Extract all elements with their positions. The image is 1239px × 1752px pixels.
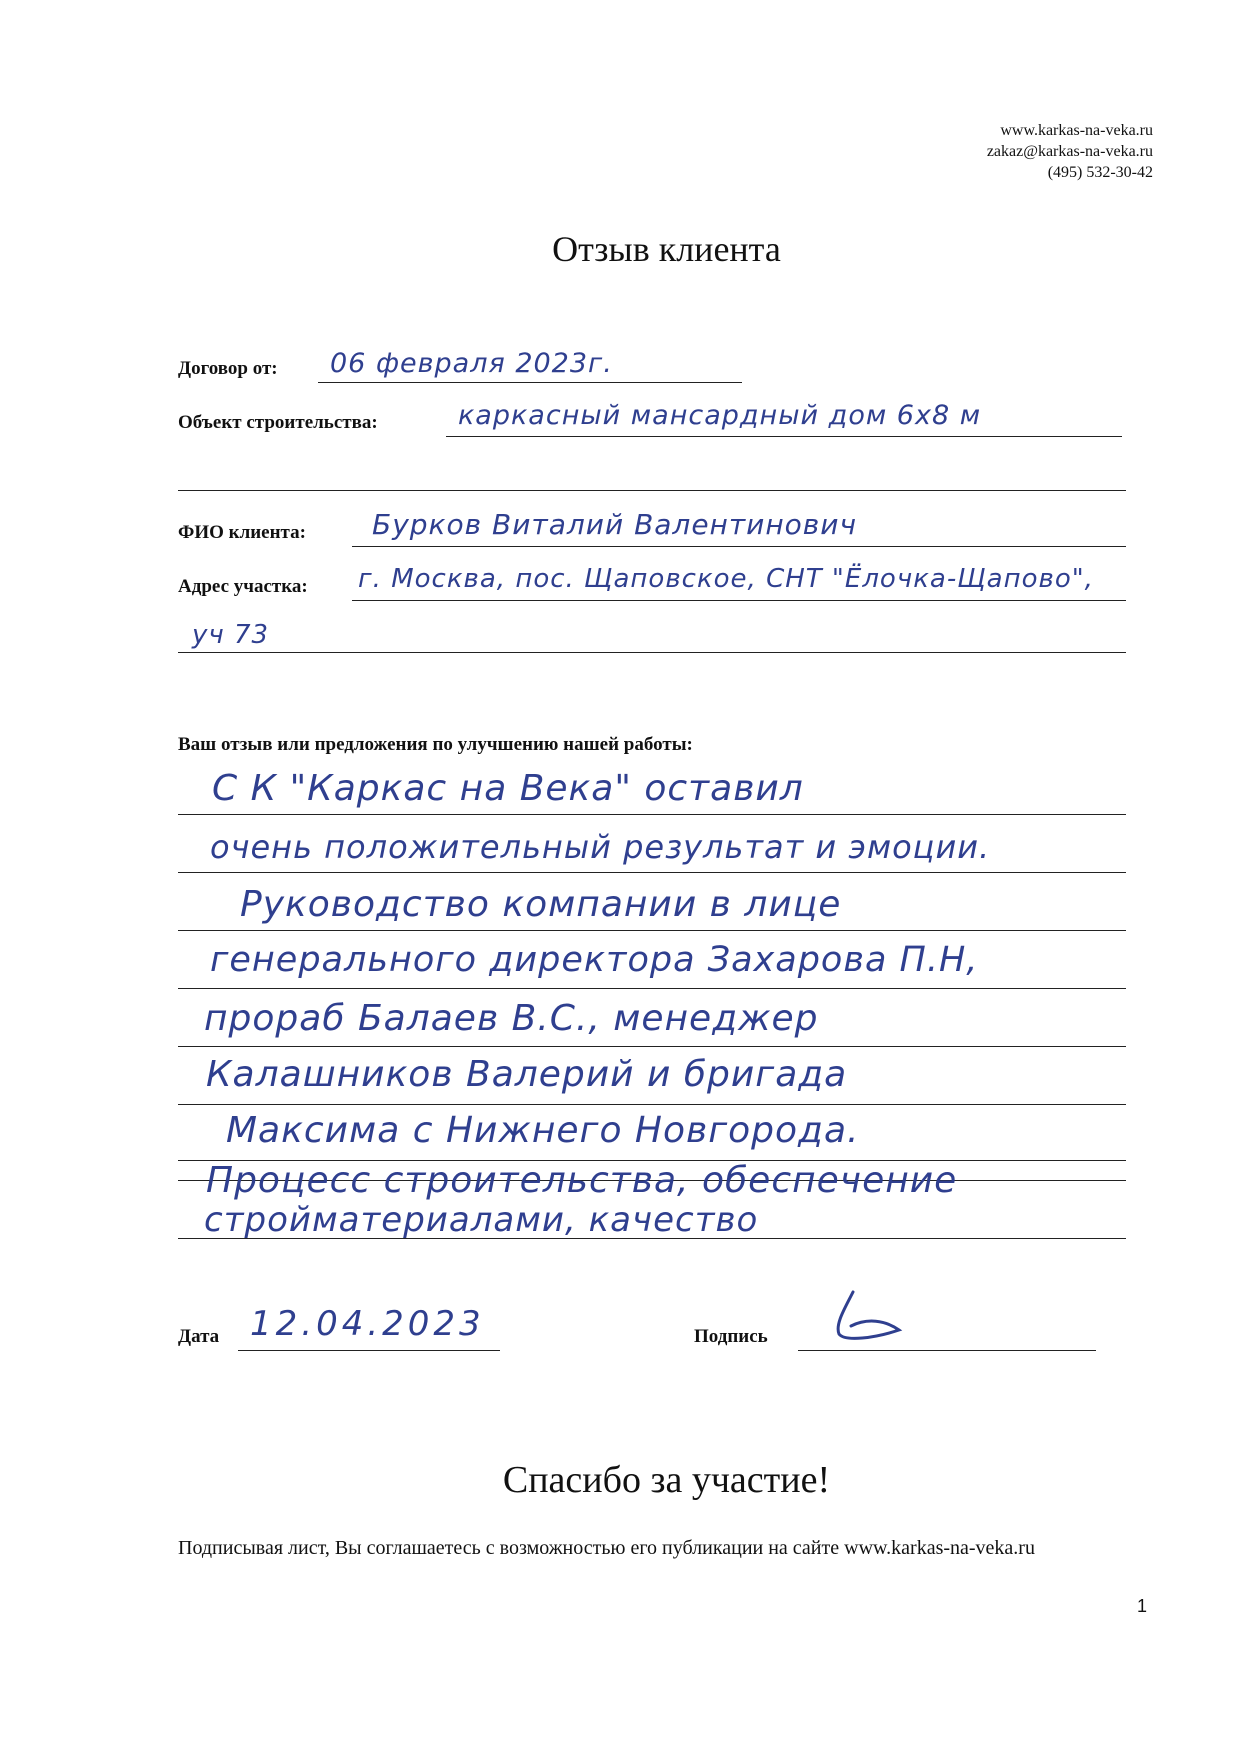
signature-label: Подпись	[694, 1326, 768, 1347]
client-label: ФИО клиента:	[178, 522, 306, 543]
address-value-1: г. Москва, пос. Щаповское, СНТ "Ёлочка-Щапово",	[358, 564, 1094, 594]
client-value: Бурков Виталий Валентинович	[372, 508, 858, 541]
address-line-2	[178, 652, 1126, 653]
review-line	[178, 988, 1126, 989]
review-line	[178, 1104, 1126, 1105]
contract-value: 06 февраля 2023г.	[330, 348, 613, 379]
contract-label: Договор от:	[178, 358, 278, 379]
website-text: www.karkas-na-veka.ru	[1000, 122, 1153, 139]
phone-text: (495) 532-30-42	[1047, 164, 1153, 181]
review-line	[178, 930, 1126, 931]
object-value: каркасный мансардный дом 6х8 м	[458, 400, 982, 431]
review-line-text: С К "Каркас на Века" оставил	[212, 768, 804, 809]
review-line-text: очень положительный результат и эмоции.	[210, 828, 991, 866]
object-label: Объект строительства:	[178, 412, 378, 433]
contract-line	[318, 382, 742, 383]
review-line-text: Руководство компании в лице	[240, 884, 842, 925]
review-line-text: стройматериалами, качество	[204, 1200, 759, 1240]
contact-block	[987, 120, 1153, 183]
signature-mark	[815, 1288, 925, 1348]
consent-text: Подписывая лист, Вы соглашаетесь с возможностью его публикации на сайте www.karkas-na-veka.ru	[178, 1537, 1035, 1559]
page-number: 1	[1137, 1596, 1148, 1616]
object-line	[446, 436, 1122, 437]
client-line	[352, 546, 1126, 547]
review-label: Ваш отзыв или предложения по улучшению нашей работы:	[178, 734, 693, 755]
review-line-text: Калашников Валерий и бригада	[206, 1054, 848, 1095]
review-line-text: генерального директора Захарова П.Н,	[210, 940, 979, 980]
date-label: Дата	[178, 1326, 220, 1347]
date-line	[238, 1350, 500, 1351]
review-line	[178, 1046, 1126, 1047]
address-label: Адрес участка:	[178, 576, 308, 597]
review-line	[178, 872, 1126, 873]
signature-line	[798, 1350, 1096, 1351]
address-value-2: уч 73	[192, 620, 270, 650]
review-line-text: прораб Балаев В.С., менеджер	[204, 998, 819, 1039]
thanks-heading: Спасибо за участие!	[502, 1459, 831, 1501]
page-title: Отзыв клиента	[552, 229, 781, 269]
address-line	[352, 600, 1126, 601]
review-line	[178, 814, 1126, 815]
review-line-text: Максима с Нижнего Новгорода.	[226, 1110, 860, 1151]
email-text: zakaz@karkas-na-veka.ru	[986, 143, 1153, 160]
object-line-2	[178, 490, 1126, 491]
date-value: 12.04.2023	[250, 1304, 485, 1344]
review-line-text: Процесс строительства, обеспечение	[206, 1160, 958, 1201]
